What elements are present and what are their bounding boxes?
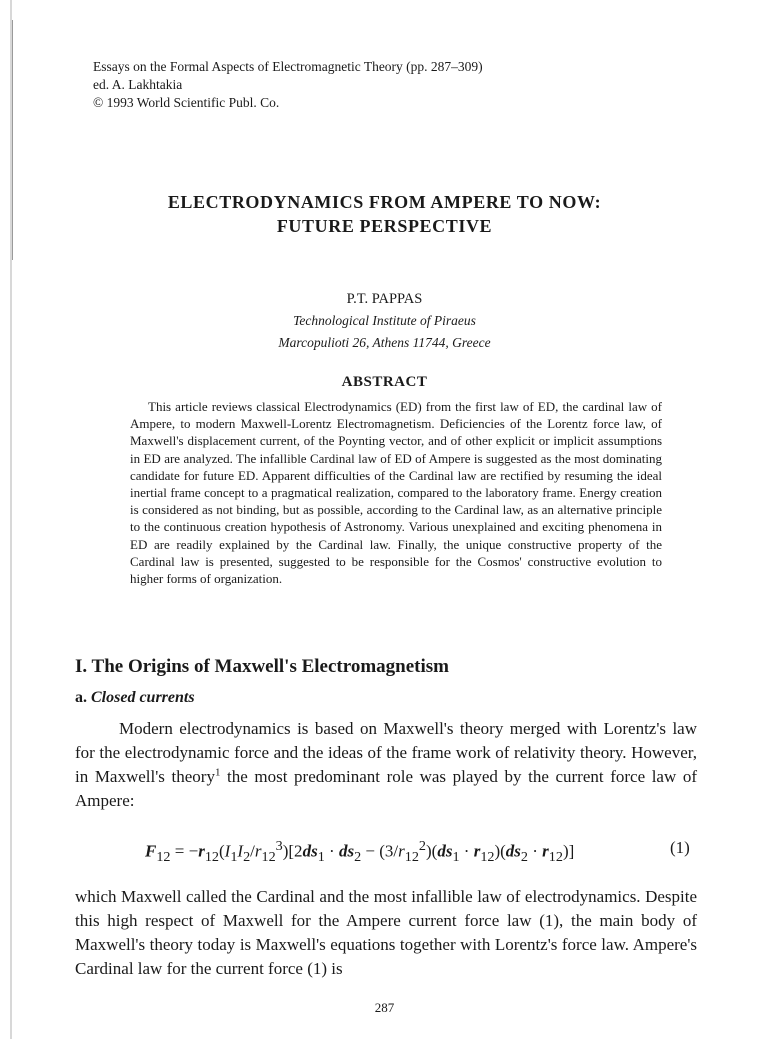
page-number: 287: [374, 1000, 395, 1015]
header-line-2: ed. A. Lakhtakia: [93, 77, 183, 92]
author-affiliation-2: Marcopulioti 26, Athens 11744, Greece: [278, 335, 491, 350]
author-name: P.T. PAPPAS: [346, 291, 423, 307]
author-block: [0, 288, 769, 354]
footnote-marker: 1: [214, 766, 221, 779]
title-line-1: ELECTRODYNAMICS FROM AMPERE TO NOW:: [167, 192, 602, 212]
header-line-1: Essays on the Formal Aspects of Electromagnetic Theory (pp. 287–309): [93, 59, 483, 74]
body-paragraph-1: [75, 717, 697, 813]
equation-1: $F_{12} = -r_{12}(I_1I_2/r_{12}^3)[2ds_1 \cdot ds_2 - (3/r_{12}^2)(ds_1 \cdot r_{12})(ds_2 \cdot r_{12})]$: [145, 838, 575, 866]
para1-text-a: Modern electrodynamics is based on Maxwell's theory merged with Lorentz's law for the electrodynamic force and the ideas of the frame work of relativity theory. However, in Maxwell's theory: [75, 719, 697, 786]
para1-text-b: the most predominant role was played by the current force law of Ampere:: [75, 767, 697, 810]
abstract-heading: ABSTRACT: [341, 374, 428, 390]
section-heading: I. The Origins of Maxwell's Electromagnetism: [75, 656, 449, 677]
abstract-text: This article reviews classical Electrodynamics (ED) from the first law of ED, the cardinal law of Ampere, to modern Maxwell-Lorentz Electromagnetism. Deficiencies of the Lorentz force law, of Maxwell's displacement current, of the Poynting vector, and of other explicit or implicit assumptions in ED are analyzed. The infallible Cardinal law of ED of Ampere is suggested as the most dominating candidate for future ED. Apparent difficulties of the Cardinal law are rectified by resuming the ideal inertial frame concept to a pragmatical realization, compared to the laboratory frame. Energy creation is considered as not binding, but as possible, according to the Cardinal law, as an alternative principle to the continuous creation hypothesis of Astronomy. Various unexplained and exciting phenomena in ED are readily explained by the Cardinal law. Finally, the unique constructive property of the Cardinal law is presented, suggested to be responsible for the Cosmos' constructive evolution to higher forms of organization.: [130, 399, 662, 587]
author-affiliation-1: Technological Institute of Piraeus: [293, 313, 476, 328]
paper-title: [0, 190, 769, 238]
equation-number: (1): [670, 838, 690, 857]
header-line-3: © 1993 World Scientific Publ. Co.: [93, 95, 280, 110]
body-paragraph-2: which Maxwell called the Cardinal and the most infallible law of electrodynamics. Despite this high respect of Maxwell for the Ampere current force law (1), the main body of Maxwell's theory today is Maxwell's equations together with Lorentz's force law. Ampere's Cardinal law for the current force (1) is: [75, 887, 697, 978]
title-line-2: FUTURE PERSPECTIVE: [276, 216, 493, 236]
subsection-label: a.: [75, 689, 87, 706]
subsection-heading: [75, 689, 195, 707]
subsection-title: Closed currents: [91, 689, 195, 706]
publication-header: [93, 58, 483, 112]
